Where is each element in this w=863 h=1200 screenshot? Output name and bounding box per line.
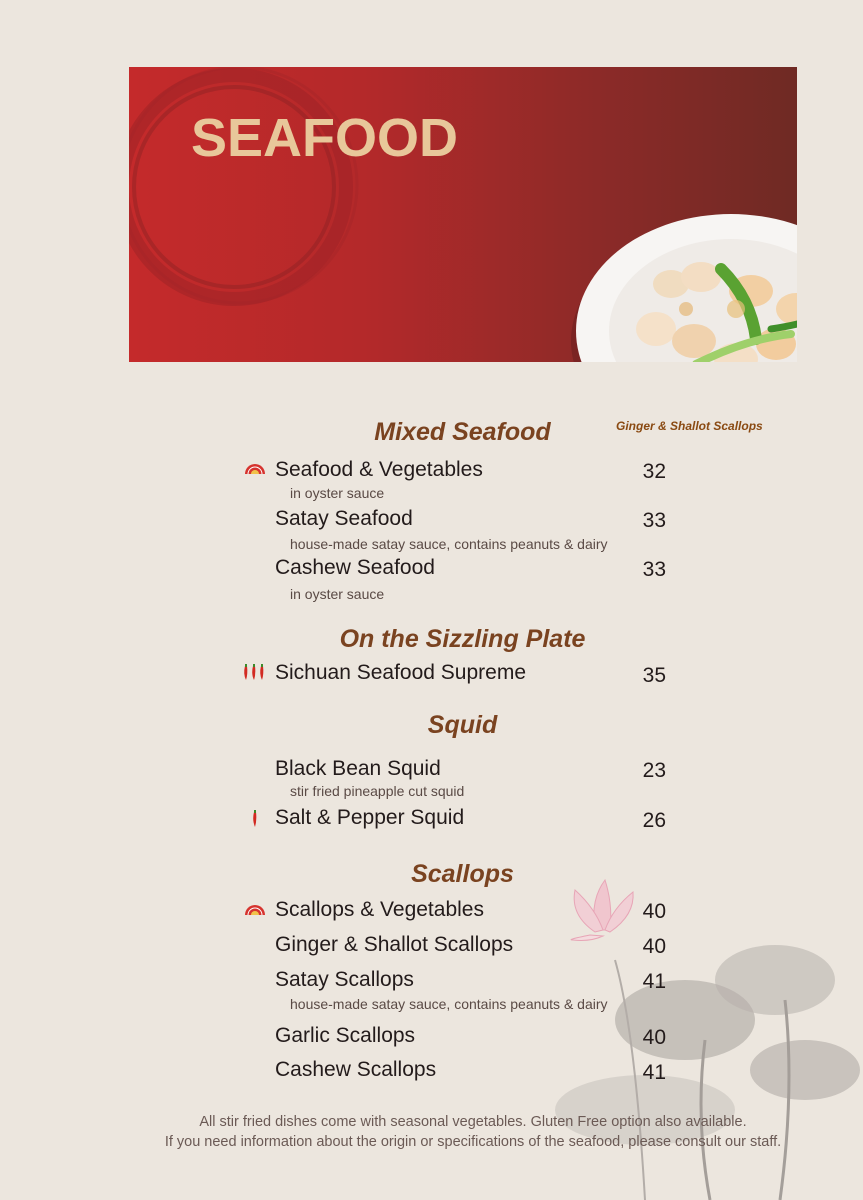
menu-item-name: Satay Seafood: [275, 507, 413, 530]
menu-item-name: Cashew Seafood: [275, 556, 435, 579]
menu-item-price: 32: [642, 460, 666, 483]
menu-item-name: Black Bean Squid: [275, 757, 441, 780]
menu-item-price: 33: [642, 509, 666, 532]
menu-item-price: 33: [642, 558, 666, 581]
menu-item-name: Ginger & Shallot Scallops: [275, 933, 514, 956]
menu-item-description: house-made satay sauce, contains peanuts & dairy: [290, 536, 608, 552]
menu-item-name: Cashew Scallops: [275, 1058, 437, 1081]
three-chili-icon: [242, 664, 268, 682]
section-title-scallops: Scallops: [411, 860, 514, 888]
menu-item-name: Sichuan Seafood Supreme: [275, 661, 527, 684]
footer-note-line-1: All stir fried dishes come with seasonal vegetables. Gluten Free option also available.: [199, 1114, 747, 1130]
menu-item-price: 23: [642, 759, 666, 782]
seafood-dish-photo: [576, 229, 797, 362]
menu-item-description: stir fried pineapple cut squid: [290, 783, 465, 799]
menu-item-name: Seafood & Vegetables: [275, 458, 483, 481]
menu-item-name: Garlic Scallops: [275, 1024, 416, 1047]
page-title: SEAFOOD: [191, 108, 459, 168]
menu-item-price: 41: [642, 970, 666, 993]
ink-circle-decoration: [129, 67, 389, 327]
menu-item-price: 40: [642, 1026, 666, 1049]
section-title-sizzling-plate: On the Sizzling Plate: [339, 625, 586, 653]
menu-item-price: 40: [642, 935, 666, 958]
menu-item-description: house-made satay sauce, contains peanuts & dairy: [290, 996, 608, 1012]
menu-item-name: Salt & Pepper Squid: [275, 806, 465, 829]
chili-icon: [250, 810, 260, 828]
section-title-mixed-seafood: Mixed Seafood: [374, 418, 551, 446]
menu-item-price: 40: [642, 900, 666, 923]
photo-caption: Ginger & Shallot Scallops: [616, 419, 763, 433]
hero-banner: [129, 67, 797, 362]
fan-icon: [244, 462, 266, 475]
menu-item-price: 35: [642, 664, 666, 687]
lotus-painting-decoration: [495, 870, 863, 1200]
menu-item-price: 26: [642, 809, 666, 832]
footer-note-line-2: If you need information about the origin or specifications of the seafood, please consult our staff.: [164, 1134, 782, 1150]
menu-item-name: Scallops & Vegetables: [275, 898, 484, 921]
section-title-squid: Squid: [427, 711, 498, 739]
menu-item-price: 41: [642, 1061, 666, 1084]
menu-item-description: in oyster sauce: [290, 586, 385, 602]
menu-item-name: Satay Scallops: [275, 968, 414, 991]
fan-icon: [244, 903, 266, 916]
menu-item-description: in oyster sauce: [290, 485, 385, 501]
